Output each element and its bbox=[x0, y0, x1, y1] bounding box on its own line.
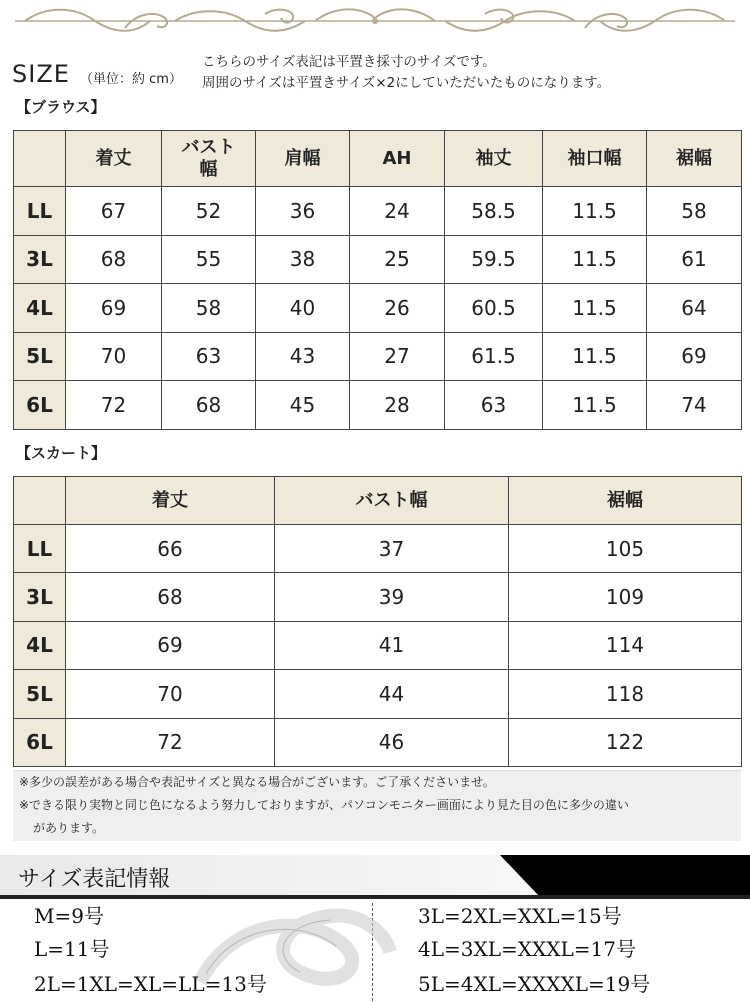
skirt-cell: 118 bbox=[509, 670, 742, 718]
blouse-cell: 11.5 bbox=[543, 332, 647, 381]
skirt-cell: 72 bbox=[66, 718, 275, 766]
skirt-size-label: 3L bbox=[14, 573, 66, 621]
size-header bbox=[12, 54, 742, 94]
blouse-col-header: 肩幅 bbox=[256, 131, 350, 187]
skirt-col-header: 着丈 bbox=[66, 477, 275, 525]
size-info-title: サイズ表記情報 bbox=[18, 867, 171, 892]
skirt-section-label: 【スカート】 bbox=[16, 444, 107, 462]
blouse-cell: 58.5 bbox=[445, 187, 543, 236]
blouse-cell: 70 bbox=[66, 332, 162, 381]
blouse-col-header-line: バスト bbox=[181, 136, 236, 158]
table-corner bbox=[14, 477, 66, 525]
blouse-cell: 61.5 bbox=[445, 332, 543, 381]
size-info-right: 5L=4XL=XXXXL=19号 bbox=[418, 972, 651, 996]
blouse-col-header bbox=[162, 131, 256, 187]
blouse-col-header: AH bbox=[350, 131, 445, 187]
size-unit: （単位：約 cm） bbox=[80, 72, 182, 87]
table-corner bbox=[14, 131, 66, 187]
blouse-size-label: LL bbox=[14, 187, 66, 236]
blouse-cell: 61 bbox=[647, 235, 742, 284]
blouse-row bbox=[14, 381, 742, 430]
skirt-row bbox=[14, 718, 742, 766]
skirt-cell: 105 bbox=[509, 525, 742, 573]
blouse-cell: 36 bbox=[256, 187, 350, 236]
blouse-cell: 11.5 bbox=[543, 284, 647, 333]
blouse-cell: 40 bbox=[256, 284, 350, 333]
blouse-size-table bbox=[13, 130, 742, 430]
blouse-cell: 60.5 bbox=[445, 284, 543, 333]
skirt-size-label: 6L bbox=[14, 718, 66, 766]
skirt-cell: 66 bbox=[66, 525, 275, 573]
skirt-row bbox=[14, 525, 742, 573]
skirt-row bbox=[14, 621, 742, 669]
blouse-cell: 68 bbox=[162, 381, 256, 430]
blouse-cell: 69 bbox=[647, 332, 742, 381]
blouse-size-label: 6L bbox=[14, 381, 66, 430]
blouse-header-row bbox=[14, 131, 742, 187]
skirt-row bbox=[14, 573, 742, 621]
blouse-cell: 63 bbox=[162, 332, 256, 381]
blouse-cell: 67 bbox=[66, 187, 162, 236]
blouse-cell: 45 bbox=[256, 381, 350, 430]
size-info-right: 3L=2XL=XXL=15号 bbox=[418, 904, 622, 928]
blouse-row bbox=[14, 187, 742, 236]
blouse-size-label: 3L bbox=[14, 235, 66, 284]
blouse-col-header: 裾幅 bbox=[647, 131, 742, 187]
skirt-cell: 39 bbox=[275, 573, 509, 621]
skirt-size-label: LL bbox=[14, 525, 66, 573]
size-note bbox=[202, 52, 610, 94]
blouse-cell: 11.5 bbox=[543, 381, 647, 430]
skirt-size-table bbox=[13, 476, 742, 767]
blouse-size-label: 4L bbox=[14, 284, 66, 333]
blouse-cell: 72 bbox=[66, 381, 162, 430]
skirt-header-row bbox=[14, 477, 742, 525]
skirt-cell: 41 bbox=[275, 621, 509, 669]
size-info-left: M=9号 bbox=[34, 904, 104, 928]
size-note-line: 周囲のサイズは平置きサイズ×2にしていただいたものになります。 bbox=[202, 75, 611, 91]
size-info-left: L=11号 bbox=[34, 937, 110, 961]
blouse-cell: 11.5 bbox=[543, 187, 647, 236]
blouse-cell: 25 bbox=[350, 235, 445, 284]
blouse-col-header: 袖丈 bbox=[445, 131, 543, 187]
skirt-col-header: 裾幅 bbox=[509, 477, 742, 525]
size-info-left: 2L=1XL=XL=LL=13号 bbox=[34, 972, 267, 996]
blouse-cell: 59.5 bbox=[445, 235, 543, 284]
skirt-cell: 109 bbox=[509, 573, 742, 621]
size-info-right: 4L=3XL=XXXL=17号 bbox=[418, 937, 636, 961]
blouse-col-header-line: 幅 bbox=[199, 158, 218, 180]
blouse-cell: 43 bbox=[256, 332, 350, 381]
size-note-line: こちらのサイズ表記は平置き採寸のサイズです。 bbox=[202, 54, 496, 70]
blouse-cell: 26 bbox=[350, 284, 445, 333]
skirt-cell: 122 bbox=[509, 718, 742, 766]
blouse-cell: 11.5 bbox=[543, 235, 647, 284]
blouse-cell: 55 bbox=[162, 235, 256, 284]
skirt-cell: 69 bbox=[66, 621, 275, 669]
blouse-row bbox=[14, 284, 742, 333]
blouse-cell: 58 bbox=[647, 187, 742, 236]
blouse-cell: 27 bbox=[350, 332, 445, 381]
note-line: ※多少の誤差がある場合や表記サイズと異なる場合がございます。ご了承くださいませ。 bbox=[19, 775, 495, 789]
skirt-cell: 70 bbox=[66, 670, 275, 718]
blouse-cell: 63 bbox=[445, 381, 543, 430]
blouse-cell: 58 bbox=[162, 284, 256, 333]
note-line: ※できる限り実物と同じ色になるよう努力しておりますが、パソコンモニター画面により見た目の色に多少の違い bbox=[19, 798, 629, 812]
blouse-row bbox=[14, 332, 742, 381]
blouse-cell: 24 bbox=[350, 187, 445, 236]
skirt-cell: 37 bbox=[275, 525, 509, 573]
blouse-section-label: 【ブラウス】 bbox=[16, 98, 106, 116]
skirt-cell: 114 bbox=[509, 621, 742, 669]
skirt-cell: 68 bbox=[66, 573, 275, 621]
decorative-ornament bbox=[15, 4, 735, 38]
blouse-cell: 68 bbox=[66, 235, 162, 284]
blouse-size-label: 5L bbox=[14, 332, 66, 381]
blouse-col-header: 着丈 bbox=[66, 131, 162, 187]
blouse-cell: 74 bbox=[647, 381, 742, 430]
blouse-cell: 52 bbox=[162, 187, 256, 236]
skirt-col-header: バスト幅 bbox=[275, 477, 509, 525]
blouse-cell: 38 bbox=[256, 235, 350, 284]
skirt-size-label: 5L bbox=[14, 670, 66, 718]
skirt-size-label: 4L bbox=[14, 621, 66, 669]
blouse-cell: 69 bbox=[66, 284, 162, 333]
skirt-cell: 46 bbox=[275, 718, 509, 766]
blouse-cell: 28 bbox=[350, 381, 445, 430]
notes-box bbox=[13, 770, 741, 841]
blouse-row bbox=[14, 235, 742, 284]
skirt-row bbox=[14, 670, 742, 718]
size-title: SIZE bbox=[12, 60, 70, 88]
blouse-cell: 64 bbox=[647, 284, 742, 333]
blouse-col-header: 袖口幅 bbox=[543, 131, 647, 187]
note-line: があります。 bbox=[33, 821, 105, 835]
skirt-cell: 44 bbox=[275, 670, 509, 718]
